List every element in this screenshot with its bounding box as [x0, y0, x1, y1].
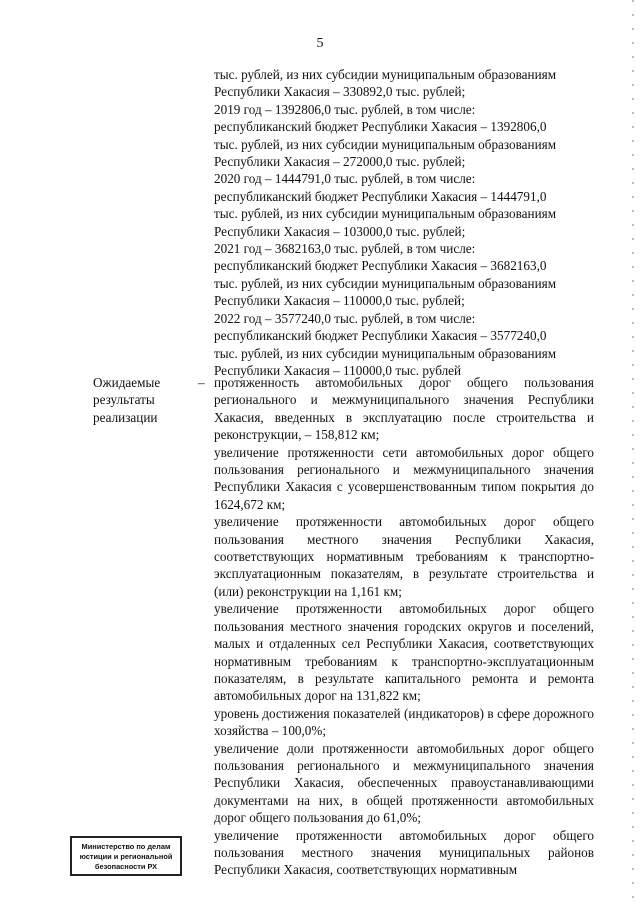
- budget-line: 2019 год – 1392806,0 тыс. рублей, в том числе:: [214, 101, 476, 117]
- result-item: увеличение доли протяженности автомобильных дорог общего пользования регионального и межмуниципального значения Республики Хакасия, обеспеченных правоустанавливающими документами на них, в общей протяженности автомобильных дорог общего пользования до 61,0%;: [214, 740, 594, 826]
- budget-line: Республики Хакасия – 110000,0 тыс. рублей: [214, 362, 462, 378]
- budget-line: Республики Хакасия – 330892,0 тыс. рублей;: [214, 84, 466, 100]
- results-dash: –: [198, 375, 205, 390]
- budget-line: тыс. рублей, из них субсидии муниципальным образованиям: [214, 67, 557, 82]
- budget-line: республиканский бюджет Республики Хакасия – 1392806,0: [214, 119, 547, 135]
- ministry-stamp: [70, 836, 182, 876]
- budget-line: 2022 год – 3577240,0 тыс. рублей, в том числе:: [214, 310, 476, 326]
- budget-line: тыс. рублей, из них субсидии муниципальным образованиям: [214, 275, 557, 291]
- result-item: уровень достижения показателей (индикаторов) в сфере дорожного хозяйства – 100,0%;: [214, 705, 594, 739]
- results-label: Ожидаемые результаты реализации: [93, 375, 161, 425]
- budget-line: Республики Хакасия – 272000,0 тыс. рублей;: [214, 154, 466, 170]
- expected-results-text: [214, 374, 594, 879]
- stamp-line: Министерство по делам: [81, 842, 171, 851]
- scan-edge-marks: [632, 0, 634, 905]
- result-item: увеличение протяженности автомобильных дорог общего пользования местного значения городских округов и поселений, малых и отдаленных сел Республики Хакасия, соответствующих нормативным требованиям к транспортно-эксплуатационным показателям, в результате капитального ремонта и ремонта автомобильных дорог на 131,822 км;: [214, 601, 594, 704]
- budget-line: тыс. рублей, из них субсидии муниципальным образованиям: [214, 136, 557, 152]
- result-item: увеличение протяженности сети автомобильных дорог общего пользования регионального и межмуниципального значения Республики Хакасия с усовершенствованным типом покрытия до 1624,672 км;: [214, 444, 594, 512]
- budget-line: республиканский бюджет Республики Хакасия – 1444791,0: [214, 188, 547, 204]
- result-item: протяженность автомобильных дорог общего пользования регионального и межмуниципального значения Республики Хакасия, введенных в эксплуатацию после строительства и реконструкции, – 158,812 км;: [214, 375, 594, 443]
- result-item: увеличение протяженности автомобильных дорог общего пользования местного значения муниципальных районов Республики Хакасия, соответствующих нормативным: [214, 827, 594, 878]
- budget-line: 2020 год – 1444791,0 тыс. рублей, в том числе:: [214, 171, 476, 187]
- stamp-line: юстиции и региональной: [79, 852, 173, 861]
- stamp-line: безопасности РХ: [94, 862, 158, 871]
- budget-line: Республики Хакасия – 110000,0 тыс. рублей;: [214, 293, 465, 309]
- page-number: 5: [316, 36, 324, 51]
- budget-line: тыс. рублей, из них субсидии муниципальным образованиям: [214, 345, 557, 361]
- budget-line: республиканский бюджет Республики Хакасия – 3682163,0: [214, 258, 547, 274]
- budget-line: республиканский бюджет Республики Хакасия – 3577240,0: [214, 328, 547, 344]
- result-item: увеличение протяженности автомобильных дорог общего пользования местного значения Республики Хакасия, соответствующих нормативным требованиям к транспортно-эксплуатационным показателям, в результате строительства и (или) реконструкции на 1,161 км;: [214, 514, 594, 599]
- budget-line: Республики Хакасия – 103000,0 тыс. рублей;: [214, 223, 466, 239]
- budget-line: тыс. рублей, из них субсидии муниципальным образованиям: [214, 206, 557, 222]
- budget-line: 2021 год – 3682163,0 тыс. рублей, в том числе:: [214, 241, 476, 257]
- budget-funding-text: [214, 66, 594, 379]
